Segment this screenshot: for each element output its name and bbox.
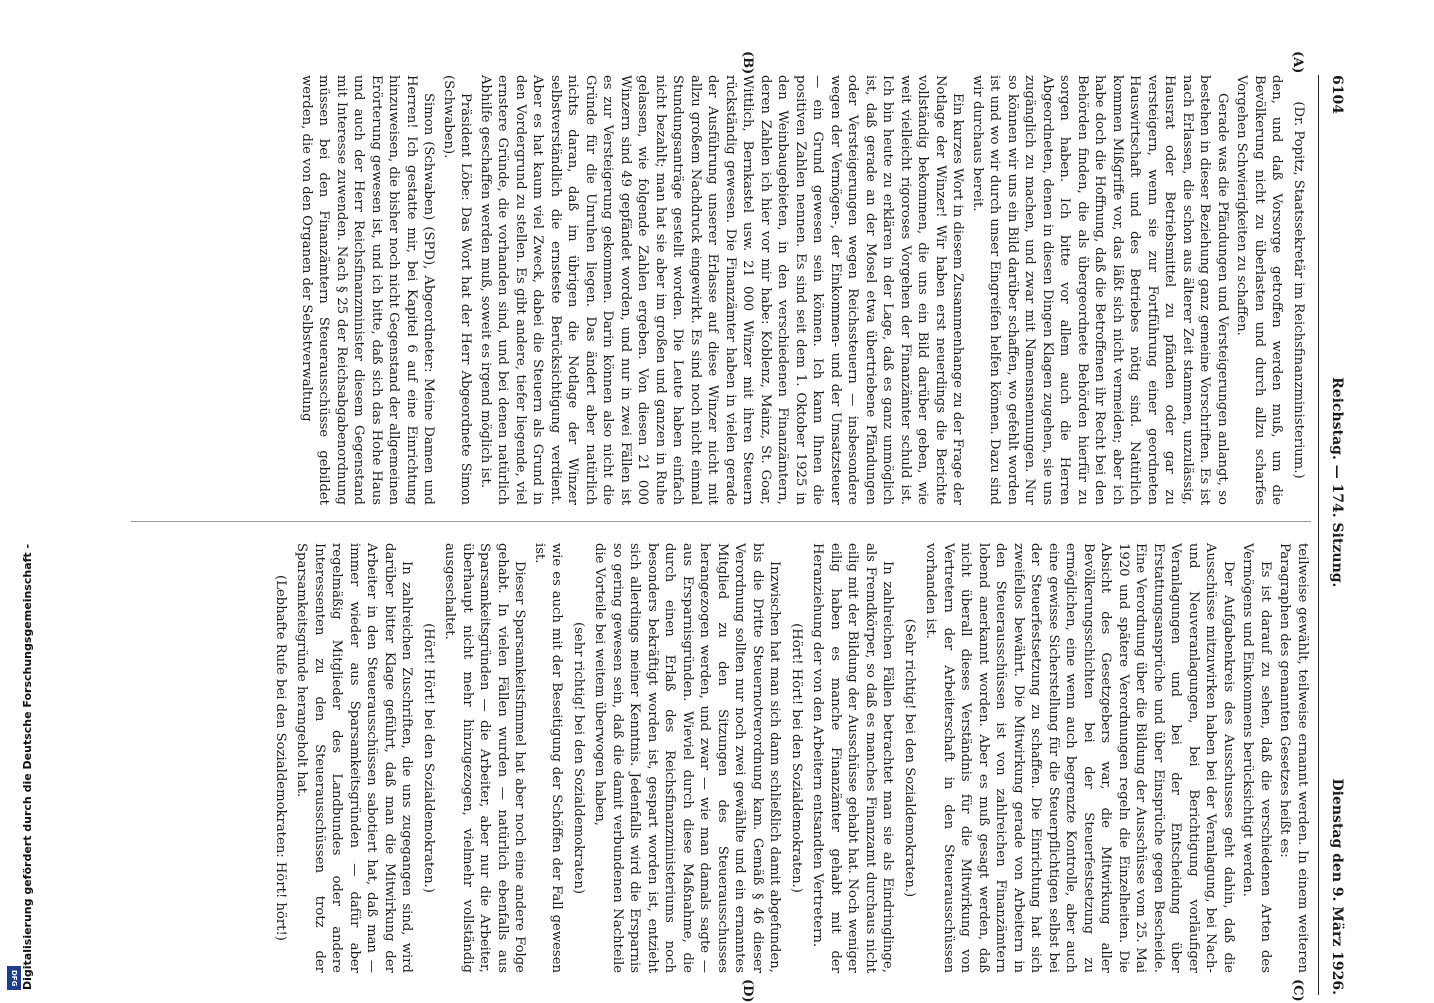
column-divider [131, 521, 1311, 522]
page-number: 6104 Reichstag. — 174. Sitzung. [1329, 75, 1345, 588]
session-date: Dienstag den 9. März 1926. [1329, 778, 1345, 995]
dfg-logo: DFG [7, 966, 21, 990]
paragraph: wie es auch mit der Beseitigung der Schöffen der Fall gewesen ist. [532, 543, 565, 973]
paragraph: In zahlreichen Fällen betrachtet man sie als Eindringlinge, als Fremdkörper, so daß es manches Finanzamt durchaus nicht eilig mit der Bildung der Ausschüsse gehabt hat. Noch weniger eilig haben es manche Finanzämter gehabt mit der Heranziehung der von den Arbeitern entsandten Vertretern. [810, 543, 896, 973]
interjection: (Hört! Hört! bei den Sozialdemokraten.) [421, 623, 436, 893]
interjection: (Sehr richtig! bei den Sozialdemokraten.) [902, 618, 917, 898]
simon-paragraph: Simon (Schwaben) (SPD), Abgeordneter: Meine Damen und Herren! Ich gestatte mir, bei Kapitel 6 auf eine Einrichtung hinzuweisen, die bisher noch nicht Gegenstand der allgemeinen Erörterung gewesen ist, und ich bitte, daß sich das Hohe Haus und auch der Herr Reichsfinanzminister diesem Gegenstand mit Interesse zuwenden. Nach § 25 der Reichsabgabenordnung müssen bei den Finanzämtern Steuerausschüsse gebildet werden, die von den Organen der Selbstverwaltung [299, 75, 437, 505]
margin-marker-d: (D) [740, 979, 755, 1003]
president-line: Präsident Löbe: Das Wort hat der Herr Abgeordnete Simon (Schwaben). [441, 75, 474, 505]
paragraph: Inzwischen hat man sich dann schließlich damit abgefunden, bis die Dritte Steuernotverordnung kam. Gemäß § 46 dieser Verordnung sollten nur noch zwei gewählte und ein ernanntes Mitglied zu den Sitzungen des Steuerausschusses herangezogen werden, und zwar — wie man damals sagte — aus Ersparnisgründen. Wieviel durch diese Maßnahme, die durch einen Erlaß des Reichsfinanzministeriums noch besonders bekräftigt worden ist, gespart worden ist, entzieht sich allerdings meiner Kenntnis. Jedenfalls wird die Ersparnis so gering gewesen sein, daß die damit verbundenen Nachteile die Vorteile bei weitem überwogen haben, [592, 543, 783, 973]
interjection: (Hört! Hört! bei den Sozialdemokraten.) [789, 623, 804, 893]
header-rule [1318, 75, 1319, 995]
paragraph: Gerade was die Pfändungen und Versteigerungen anlangt, so bestehen in dieser Beziehung ganz gemeine Vorschriften. Es ist nach Erlassen, die schon aus älterer Zeit stammen, unzulässig, Hausrat oder Betriebsmittel zu pfänden oder gar zu versteigern, wenn sie zur Fortführung einer geordneten Hauswirtschaft und des Betriebes nötig sind. Natürlich kommen Mißgriffe vor, das läßt sich nicht vermeiden; aber ich habe doch die Hoffnung, daß die Betroffenen ihr Recht bei den Behörden finden, die als übergeordnete Behörden hierfür zu sorgen haben. Ich bitte vor allem auch die Herren Abgeordneten, denen in diesen Dingen Klagen zugehen, sie uns zugänglich zu machen, und zwar mit Namensnennungen. Nur so können wir uns ein Bild darüber schaffen, wo gefehlt worden ist und wo wir durch unser Eingreifen helfen können. Dazu sind wir durchaus bereit. [970, 75, 1230, 505]
paragraph: Ein kurzes Wort in diesem Zusammenhange zu der Frage der Notlage der Winzer! Wir haben erst neuerdings die Berichte vollständig bekommen, die uns ein Bild darüber geben, wie weit vielleicht rigoroses Vorgehen der Finanzämter schuld ist. Ich bin heute zu erklären in der Lage, daß es ganz unmöglich ist, daß gerade an der Mosel etwa übertriebene Pfändungen oder Versteigerungen wegen Reichssteuern — insbesondere wegen der Vermögen-, der Einkommen- und der Umsatzsteuer — ein Grund gewesen sein können. Ich kann Ihnen die positiven Zahlen nennen. Es sind seit dem 1. Oktober 1925 in den Weinbaugebieten, in den verschiedenen Finanzämtern, deren Zahlen ich hier vor mir habe: Koblenz, Mainz, St. Goar, Wittlich, Bernkastel usw. 21 000 Winzer mit ihren Steuern rückständig gewesen. Die Finanzämter haben in vielen gerade der Ausführung unserer Erlasse auf diese Winzer nicht mit allzu großem Nachdruck eingewirkt. Es sind noch nicht einmal Stundungsanträge gestellt worden. Die Leute haben einfach nicht bezahlt; man hat sie aber im großen und ganzen in Ruhe gelassen, wie folgende Zahlen ergeben. Von diesen 21 000 Winzern sind 49 gepfändet worden, und nur in zwei Fällen ist es zur Versteigerung gekommen. Darin können also nicht die Gründe für die Unruhen liegen. Das ändert aber natürlich nichts daran, daß im übrigen die Notlage der Winzer selbstverständlich die ernsteste Berücksichtigung verdient. Aber es hat kaum viel Zweck, dabei die Steuern als Grund in den Vordergrund zu stellen. Es gibt andere, tiefer liegende, viel ernstere Gründe, die vorhanden sind, und bei denen natürlich Abhilfe geschaffen werden muß, soweit es irgend möglich ist. [478, 75, 966, 505]
running-title: Reichstag. — 174. Sitzung. [1329, 377, 1345, 588]
quoted-paragraph: Es ist darauf zu sehen, daß die verschiedenen Arten des Vermögens und Einkommens berücksichtigt werden. [1240, 543, 1273, 973]
paragraph: teilweise gewählt, teilweise ernannt werden. In einem weiteren Paragraphen des genannten Gesetzes heißt es: [1277, 543, 1310, 973]
interjection: (sehr richtig! bei den Sozialdemokraten) [571, 622, 586, 894]
margin-marker-a: (A) [1290, 51, 1305, 74]
digitization-credit [3, 0, 34, 1000]
interjection: (Lebhafte Rufe bei den Sozialdemokraten: Hört! hört!) [273, 575, 288, 941]
page-header [1321, 75, 1345, 995]
right-column [131, 543, 1311, 973]
speaker-continuation: (Dr. Popitz, Staatssekretär im Reichsfinanzministerium.) [1291, 101, 1306, 479]
paragraph: In zahlreichen Zuschriften, die uns zugegangen sind, wird darüber bitter Klage geführt, daß man die Mitwirkung der Arbeiter in den Steuerausschüssen sabotiert hat, daß man — immer wieder aus Sparsamkeitsgründen — dafür aber regelmäßig Mitglieder des Landbundes oder andere Interessenten zu den Steuerausschüssen trotz der Sparsamkeitsgründe herangeholt hat. [294, 543, 415, 973]
rotated-page-content [115, 51, 1345, 1003]
paragraph: Dieser Sparsamkeitsfimmel hat aber noch eine andere Folge gehabt. In vielen Fällen wurden — natürlich ebenfalls aus Sparsamkeitsgründen — die Arbeiter, aber nur die Arbeiter, überhaupt nicht mehr hinzugezogen, vielmehr vollständig ausgeschaltet. [442, 543, 528, 973]
paragraph: den, und daß Vorsorge getroffen werden muß, um die Bevölkerung nicht zu überlasten und durch allzu scharfes Vorgehen Schwierigkeiten zu schaffen. [1234, 75, 1285, 505]
margin-marker-b: (B) [740, 51, 755, 75]
margin-marker-c: (C) [1290, 979, 1305, 1002]
left-column [131, 75, 1311, 505]
paragraph: Der Aufgabenkreis des Ausschusses geht dahin, daß die Ausschüsse mitzuwirken haben bei der Veranlagung, bei Nach- und Neuveranlagungen, bei Berichtigung vorläufiger Veranlagungen und bei der Entscheidung über Erstattungsansprüche und über Einsprüche gegen Bescheide. Eine Verordnung über die Bildung der Ausschüsse vom 25. Mai 1920 und spätere Verordnungen regeln die Einzelheiten. Die Absicht des Gesetzgebers war, die Mitwirkung aller Bevölkerungsschichten bei der Steuerfestsetzung zu ermöglichen, eine wenn auch begrenzte Kontrolle, aber auch eine gewisse Sicherstellung für die Steuerpflichtigen selbst bei der Steuerfestsetzung zu schaffen. Die Einrichtung hat sich zweifellos bewährt. Die Mitwirkung gerade von Arbeitern in den Steuerausschüssen ist von zahlreichen Finanzämtern lobend anerkannt worden. Aber es muß gesagt werden, daß nicht überall dieses Verständnis für die Mitwirkung von Vertretern der Arbeiterschaft in den Steuerausschüssen vorhanden ist. [923, 543, 1236, 973]
credit-text: Digitalisierung gefördert durch die Deutsche Forschungsgemeinschaft - [21, 543, 34, 990]
